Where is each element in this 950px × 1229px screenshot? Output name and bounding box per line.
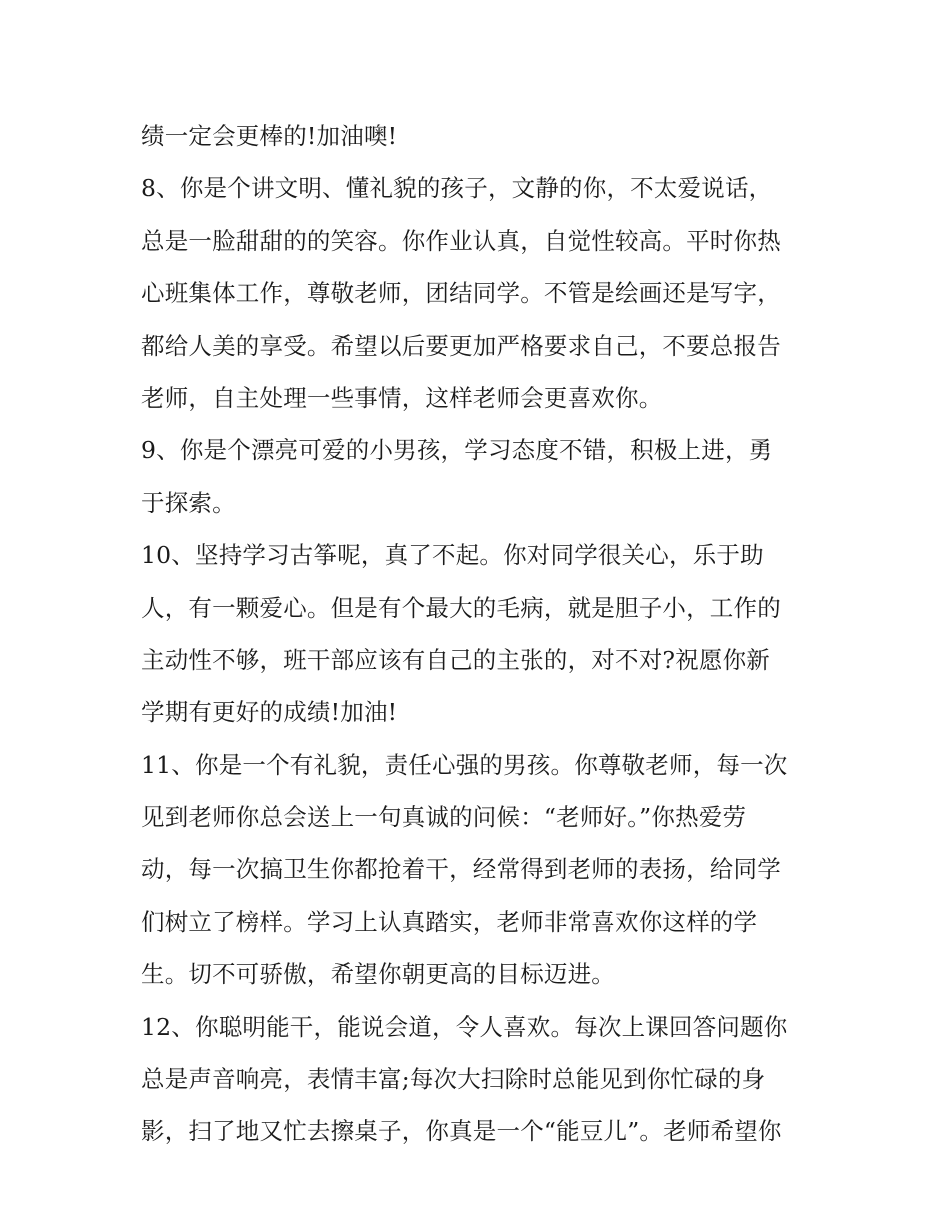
text-line: 绩一定会更棒的!加油噢! <box>141 122 398 150</box>
text-line: 总是声音响亮，表情丰富;每次大扫除时总能见到你忙碌的身 <box>141 1065 766 1094</box>
text-line: 11、你是一个有礼貌，责任心强的男孩。你尊敬老师，每一次 <box>141 750 788 779</box>
text-line: 见到老师你总会送上一句真诚的问候：“老师好。”你热爱劳 <box>141 803 747 832</box>
text-line: 都给人美的享受。希望以后要更加严格要求自己，不要总报告 <box>141 331 781 360</box>
text-line: 8、你是个讲文明、懂礼貌的孩子，文静的你，不太爱说话， <box>141 174 773 203</box>
text-line: 10、坚持学习古筝呢，真了不起。你对同学很关心，乐于助 <box>141 541 764 570</box>
text-line: 总是一脸甜甜的的笑容。你作业认真，自觉性较高。平时你热 <box>141 226 781 255</box>
text-line: 影，扫了地又忙去擦桌子，你真是一个“能豆儿”。老师希望你 <box>141 1117 782 1146</box>
text-line: 人，有一颗爱心。但是有个最大的毛病，就是胆子小，工作的 <box>141 593 781 622</box>
text-line: 们树立了榜样。学习上认真踏实，老师非常喜欢你这样的学 <box>141 907 758 936</box>
text-line: 9、你是个漂亮可爱的小男孩，学习态度不错，积极上进，勇 <box>141 436 773 465</box>
body-text <box>141 110 821 1158</box>
text-line: 动，每一次搞卫生你都抢着干，经常得到老师的表扬，给同学 <box>141 855 781 884</box>
text-line: 学期有更好的成绩!加油! <box>141 698 398 727</box>
text-line: 12、你聪明能干，能说会道，令人喜欢。每次上课回答问题你 <box>141 1012 788 1041</box>
text-line: 于探索。 <box>141 488 236 517</box>
text-line: 生。切不可骄傲，希望你朝更高的目标迈进。 <box>141 960 615 989</box>
text-line: 心班集体工作，尊敬老师，团结同学。不管是绘画还是写字， <box>141 279 781 308</box>
text-line: 老师，自主处理一些事情，这样老师会更喜欢你。 <box>141 383 663 412</box>
text-line: 主动性不够，班干部应该有自己的主张的，对不对?祝愿你新 <box>141 645 770 674</box>
